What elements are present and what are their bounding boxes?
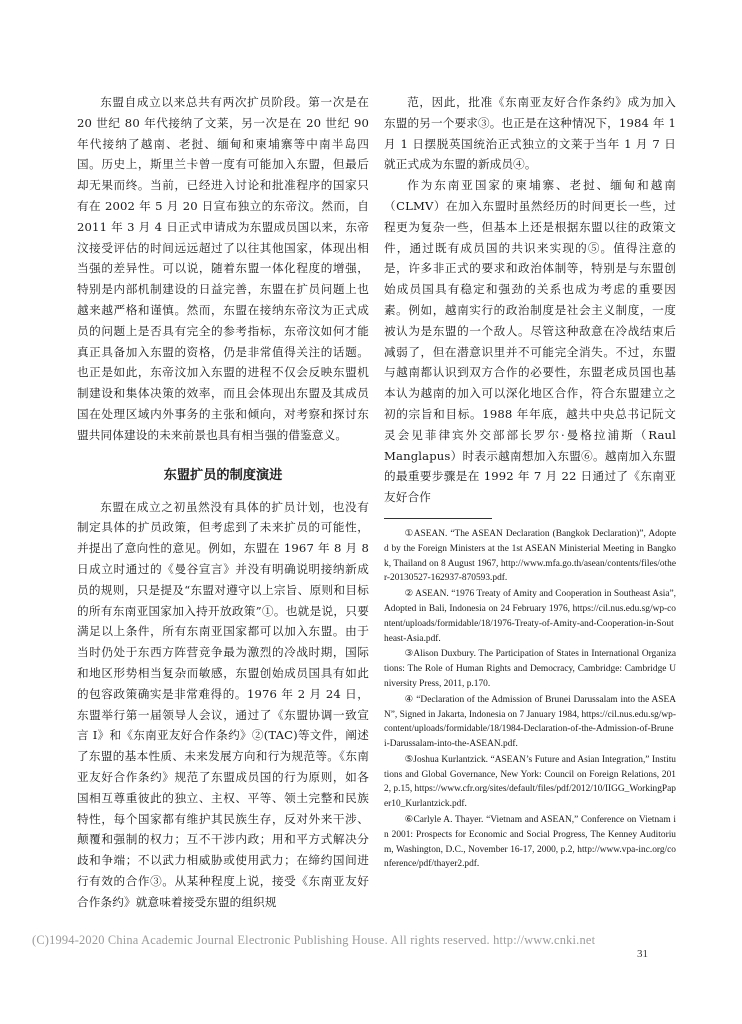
section-heading: 东盟扩员的制度演进: [163, 467, 283, 483]
intro-paragraph: 东盟自成立以来总共有两次扩员阶段。第一次是在 20 世纪 80 年代接纳了文莱，另一次是在 20 世纪 90 年代接纳了越南、老挝、缅甸和柬埔寨等中南半岛四国。历史上，斯里兰卡曾一度有可能加入东盟，但最后却无果而终。当前，已经进入讨论和批准程序的国家只有在 2002 年 5 月 20 日宣布独立的东帝汶。然而，自 2011 年 3 月 4 日正式申请成为东盟成员国以来，东帝汶接受评估的时间远远超过了以往其他国家，体现出相当强的差异性。可以说，随着东盟一体化程度的增强，特别是内部机制建设的日益完善，东盟在扩员问题上也越来越严格和谨慎。然而，东盟在接纳东帝汶为正式成员的问题上是否具有完全的参考指标，东帝汶如何才能真正具备加入东盟的资格，仍是非常值得关注的话题。也正是如此，东帝汶加入东盟的进程不仅会反映东盟机制建设和集体决策的效率，而且会体现出东盟及其成员国在处理区域内外事务的主张和倾向，对考察和探讨东盟共同体建设的未来前景也具有相当强的借鉴意义。: [77, 95, 369, 442]
footnote-1: ①ASEAN. “The ASEAN Declaration (Bangkok Declaration)”, Adopted by the Foreign Ministers at the 1st ASEAN Ministerial Meeting in Bangkok, Thailand on 8 August 1967, http://www.mfa.go.th/asean/contents/files/other-20130527-162937-870593.pdf.: [384, 528, 676, 584]
footnote-2: ② ASEAN. “1976 Treaty of Amity and Cooperation in Southeast Asia”, Adopted in Bali, Indonesia on 24 February 1976, https://cil.nus.edu.sg/wp-content/uploads/formidable/18/1976-Treaty-of-Amity-and-Cooperation-in-Southeast-Asia.pdf.: [384, 589, 676, 644]
right-column: [384, 92, 676, 873]
body-paragraph: 作为东南亚国家的柬埔寨、老挝、缅甸和越南（CLMV）在加入东盟时虽然经历的时间更长一些，过程更为复杂一些，但基本上还是根据东盟以往的政策文件，通过既有成员国的共识来实现的⑤。值得注意的是，许多非正式的要求和政治体制等，特别是与东盟创始成员国具有稳定和强劲的关系也成为考虑的重要因素。例如，越南实行的政治制度是社会主义制度，一度被认为是东盟的一个敌人。尽管这种敌意在冷战结束后减弱了，但在潜意识里并不可能完全消失。不过，东盟与越南都认识到双方合作的必要性，东盟老成员国也基本认为越南的加入可以深化地区合作，符合东盟建立之初的宗旨和目标。1988 年年底，越共中央总书记阮文灵会见菲律宾外交部部长罗尔·曼格拉浦斯（Raul Manglapus）时表示越南想加入东盟⑥。越南加入东盟的最重要步骤是在 1992 年 7 月 22 日通过了《东南亚友好合作: [384, 178, 676, 505]
copyright-footer: (C)1994-2020 China Academic Journal Electronic Publishing House. All rights reserved. http://www.cnki.net: [32, 933, 596, 947]
footnote-3: ③Alison Duxbury. The Participation of States in International Organizations: The Role of Human Rights and Democracy, Cambridge: Cambridge University Press, 2011, p.170.: [384, 649, 676, 689]
footnote-divider: [384, 518, 492, 519]
footnote-5: ⑤Joshua Kurlantzick. “ASEAN’s Future and Asian Integration,” Institutions and Global Governance, New York: Council on Foreign Relations, 2012, p.15, https://www.cfr.org/sites/default/files/pdf/2012/10/IIGG_WorkingPaper10_Kurlantzick.pdf.: [384, 754, 676, 810]
footnotes: [384, 527, 676, 872]
left-column: [77, 92, 369, 912]
continued-paragraph: 范，因此，批准《东南亚友好合作条约》成为加入东盟的另一个要求③。也正是在这种情况下，1984 年 1 月 1 日摆脱英国统治正式独立的文莱于当年 1 月 7 日就正式成为东盟的新成员④。: [384, 95, 676, 172]
body-paragraph: 东盟在成立之初虽然没有具体的扩员计划，也没有制定具体的扩员政策，但考虑到了未来扩员的可能性，并提出了意向性的意见。例如，东盟在 1967 年 8 月 8 日成立时通过的《曼谷宣言》并没有明确说明接纳新成员的规则，只是提及“东盟对遵守以上宗旨、原则和目标的所有东南亚国家加入持开放政策”①。也就是说，只要满足以上条件，所有东南亚国家都可以加入东盟。由于当时仍处于东西方阵营竞争最为激烈的冷战时期，国际和地区形势相当复杂而敏感，东盟创始成员国具有如此的包容政策确实是非常难得的。1976 年 2 月 24 日，东盟举行第一届领导人会议，通过了《东盟协调一致宣言 I》和《东南亚友好合作条约》②(TAC)等文件，阐述了东盟的基本性质、未来发展方向和行为规范等。《东南亚友好合作条约》规范了东盟成员国的行为原则，如各国相互尊重彼此的独立、主权、平等、领土完整和民族特性，每个国家都有维护其民族生存，反对外来干涉、颠覆和强制的权力；互不干涉内政；用和平方式解决分歧和争端；不以武力相威胁或使用武力；在缔约国间进行有效的合作③。从某种程度上说，接受《东南亚友好合作条约》就意味着接受东盟的组织规: [77, 499, 369, 909]
footnote-4: ④ “Declaration of the Admission of Brunei Darussalam into the ASEAN”, Signed in Jakarta, Indonesia on 7 January 1984, https://cil.nus.edu.sg/wp-content/uploads/formidable/18/1984-Declaration-of-the-Admission-of-Brunei-Darussalam-into-the-ASEAN.pdf.: [384, 694, 676, 750]
footnote-6: ⑥Carlyle A. Thayer. “Vietnam and ASEAN,” Conference on Vietnam in 2001: Prospects for Economic and Social Progress, The Kenney Auditorium, Washington, D.C., November 16-17, 2000, p.2, http://www.vpa-inc.org/conference/pdf/thayer2.pdf.: [384, 815, 676, 870]
page-number: 31: [637, 948, 648, 960]
